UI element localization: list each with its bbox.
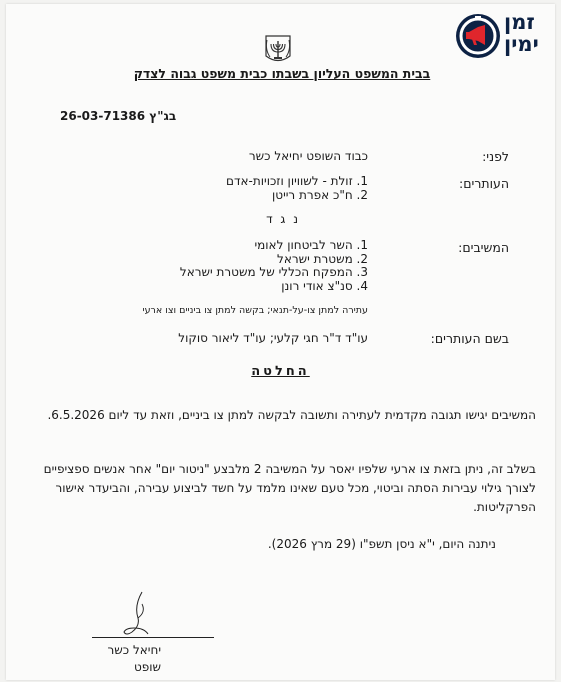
judge-name: כבוד השופט יחיאל כשר [248, 149, 368, 163]
list-item: 4. סנ"צ אודי רונן [281, 278, 368, 293]
list-item: 2. ח"כ אפרת רייטן [272, 187, 368, 202]
handwritten-signature [112, 588, 172, 640]
state-emblem-icon [261, 34, 295, 66]
versus-label: נ ג ד [266, 212, 300, 226]
decision-paragraph-1: המשיבים יגישו תגובה מקדמית לעתירה ותשובה לבקשה למתן צו ביניים, וזאת עד ליום 6.5.2026. [47, 408, 536, 422]
list-item: 1. השר לביטחון לאומי [254, 238, 368, 252]
given-date: ניתנה היום, י"א ניסן תשפ"ו (29 מרץ 2026). [267, 537, 496, 551]
respondents-label: המשיבים: [458, 240, 509, 255]
counsel-label: בשם העותרים: [430, 331, 509, 346]
megaphone-clock-icon [456, 14, 500, 58]
before-label: לפני: [482, 149, 509, 164]
logo-wordmark [504, 11, 539, 55]
petition-type: עתירה למתן צו-על-תנאי; בקשה למתן צו ביניים וצו ארעי [142, 305, 368, 316]
petitioners-list [226, 175, 368, 202]
logo-line-2: ימין [504, 32, 539, 56]
case-number: בג"ץ 26-03-71386 [60, 109, 177, 123]
logo-line-1: זמן [504, 10, 535, 34]
signature-line [92, 637, 214, 638]
decision-paragraph-2: בשלב זה, ניתן בזאת צו ארעי שלפיו יאסר על המשיבה 2 מלבצע "ניטור יום" אחר אנשים ספציפיים לצורך גילוי עבירות הסתה וביטוי, מכל טעם שאינו מלמד על חשד לביצוע עבירה, והביעדר אישור הפרקליטות. [43, 462, 536, 514]
list-item: 3. המפקח הכללי של משטרת ישראל [179, 265, 368, 279]
respondents-list [180, 239, 368, 293]
counsel-names: עו"ד ד"ר חגי קלעי; עו"ד ליאור סוקול [178, 331, 368, 345]
decision-title: החלטה [251, 364, 310, 379]
signer-name: יחיאל כשר [107, 643, 161, 657]
site-logo[interactable] [456, 11, 556, 61]
list-item: 2. משטרת ישראל [277, 251, 368, 266]
court-title: בבית המשפט העליון בשבתו כבית משפט גבוה לצדק [133, 66, 431, 81]
list-item: 1. זולת - לשוויון וזכויות-אדם [225, 174, 368, 188]
signer-title: שופט [133, 660, 161, 674]
petitioners-label: העותרים: [459, 176, 509, 191]
